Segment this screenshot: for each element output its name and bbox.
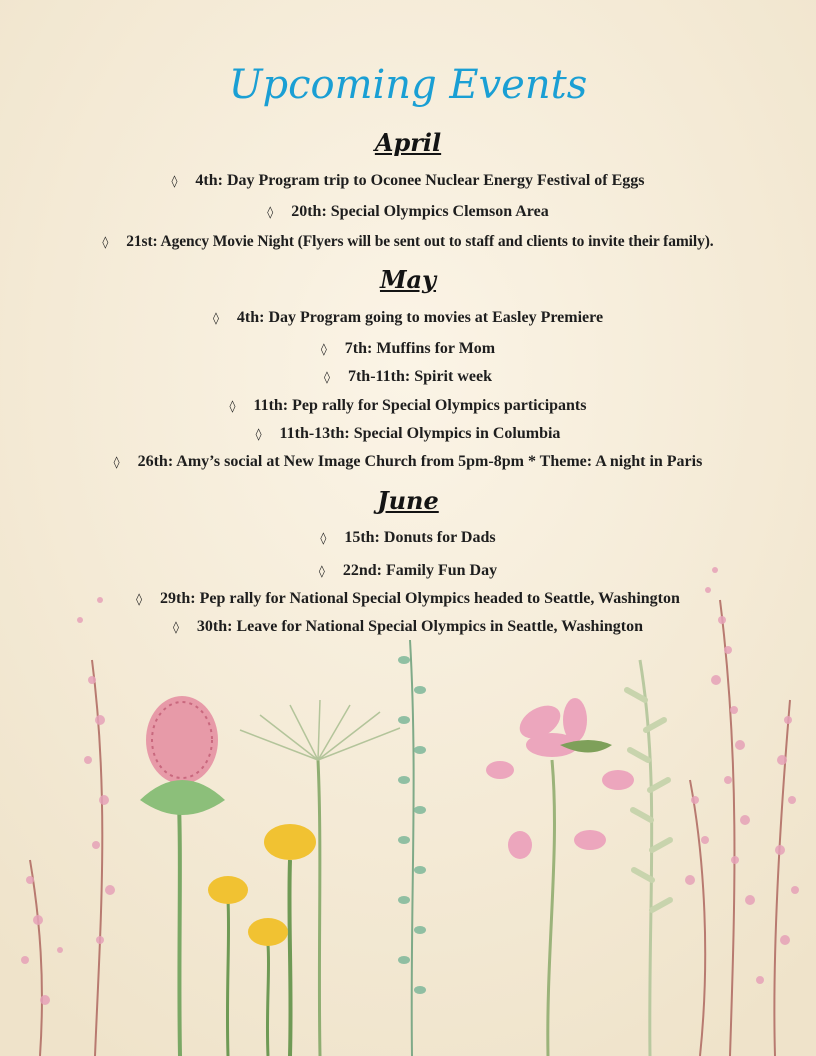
diamond-bullet-icon: ◊: [320, 531, 327, 545]
month-heading-may: May: [379, 265, 437, 294]
list-item: ◊ 4th: Day Program trip to Oconee Nuclear Energy Festival of Eggs: [171, 172, 645, 189]
diamond-bullet-icon: ◊: [171, 174, 178, 188]
list-item: ◊ 30th: Leave for National Special Olympics in Seattle, Washington: [172, 618, 644, 635]
diamond-bullet-icon: ◊: [267, 205, 274, 219]
diamond-bullet-icon: ◊: [318, 564, 325, 578]
list-item: ◊ 11th-13th: Special Olympics in Columbia: [255, 425, 561, 442]
list-item: ◊ 7th: Muffins for Mom: [320, 340, 496, 357]
month-heading-june: June: [377, 486, 439, 515]
diamond-bullet-icon: ◊: [255, 427, 262, 441]
diamond-bullet-icon: ◊: [229, 399, 236, 413]
list-item: ◊ 26th: Amy’s social at New Image Church from 5pm-8pm * Theme: A night in Paris: [113, 453, 703, 470]
list-item: ◊ 4th: Day Program going to movies at Easley Premiere: [212, 309, 604, 326]
list-item: ◊ 29th: Pep rally for National Special Olympics headed to Seattle, Washington: [136, 590, 680, 607]
list-item: ◊ 21st: Agency Movie Night (Flyers will be sent out to staff and clients to invite their family).: [102, 233, 714, 250]
diamond-bullet-icon: ◊: [102, 235, 109, 249]
diamond-bullet-icon: ◊: [136, 592, 143, 606]
list-item: ◊ 22nd: Family Fun Day: [318, 562, 498, 579]
list-item: ◊ 11th: Pep rally for Special Olympics participants: [229, 397, 587, 414]
page-title: Upcoming Events: [228, 62, 588, 108]
diamond-bullet-icon: ◊: [324, 370, 330, 384]
diamond-bullet-icon: ◊: [212, 311, 219, 325]
list-item: ◊ 20th: Special Olympics Clemson Area: [267, 203, 549, 220]
list-item: ◊ 7th-11th: Spirit week: [324, 368, 492, 385]
month-heading-april: April: [374, 128, 442, 157]
diamond-bullet-icon: ◊: [320, 342, 327, 356]
list-item: ◊ 15th: Donuts for Dads: [320, 529, 496, 546]
diamond-bullet-icon: ◊: [113, 455, 120, 469]
diamond-bullet-icon: ◊: [172, 620, 179, 634]
